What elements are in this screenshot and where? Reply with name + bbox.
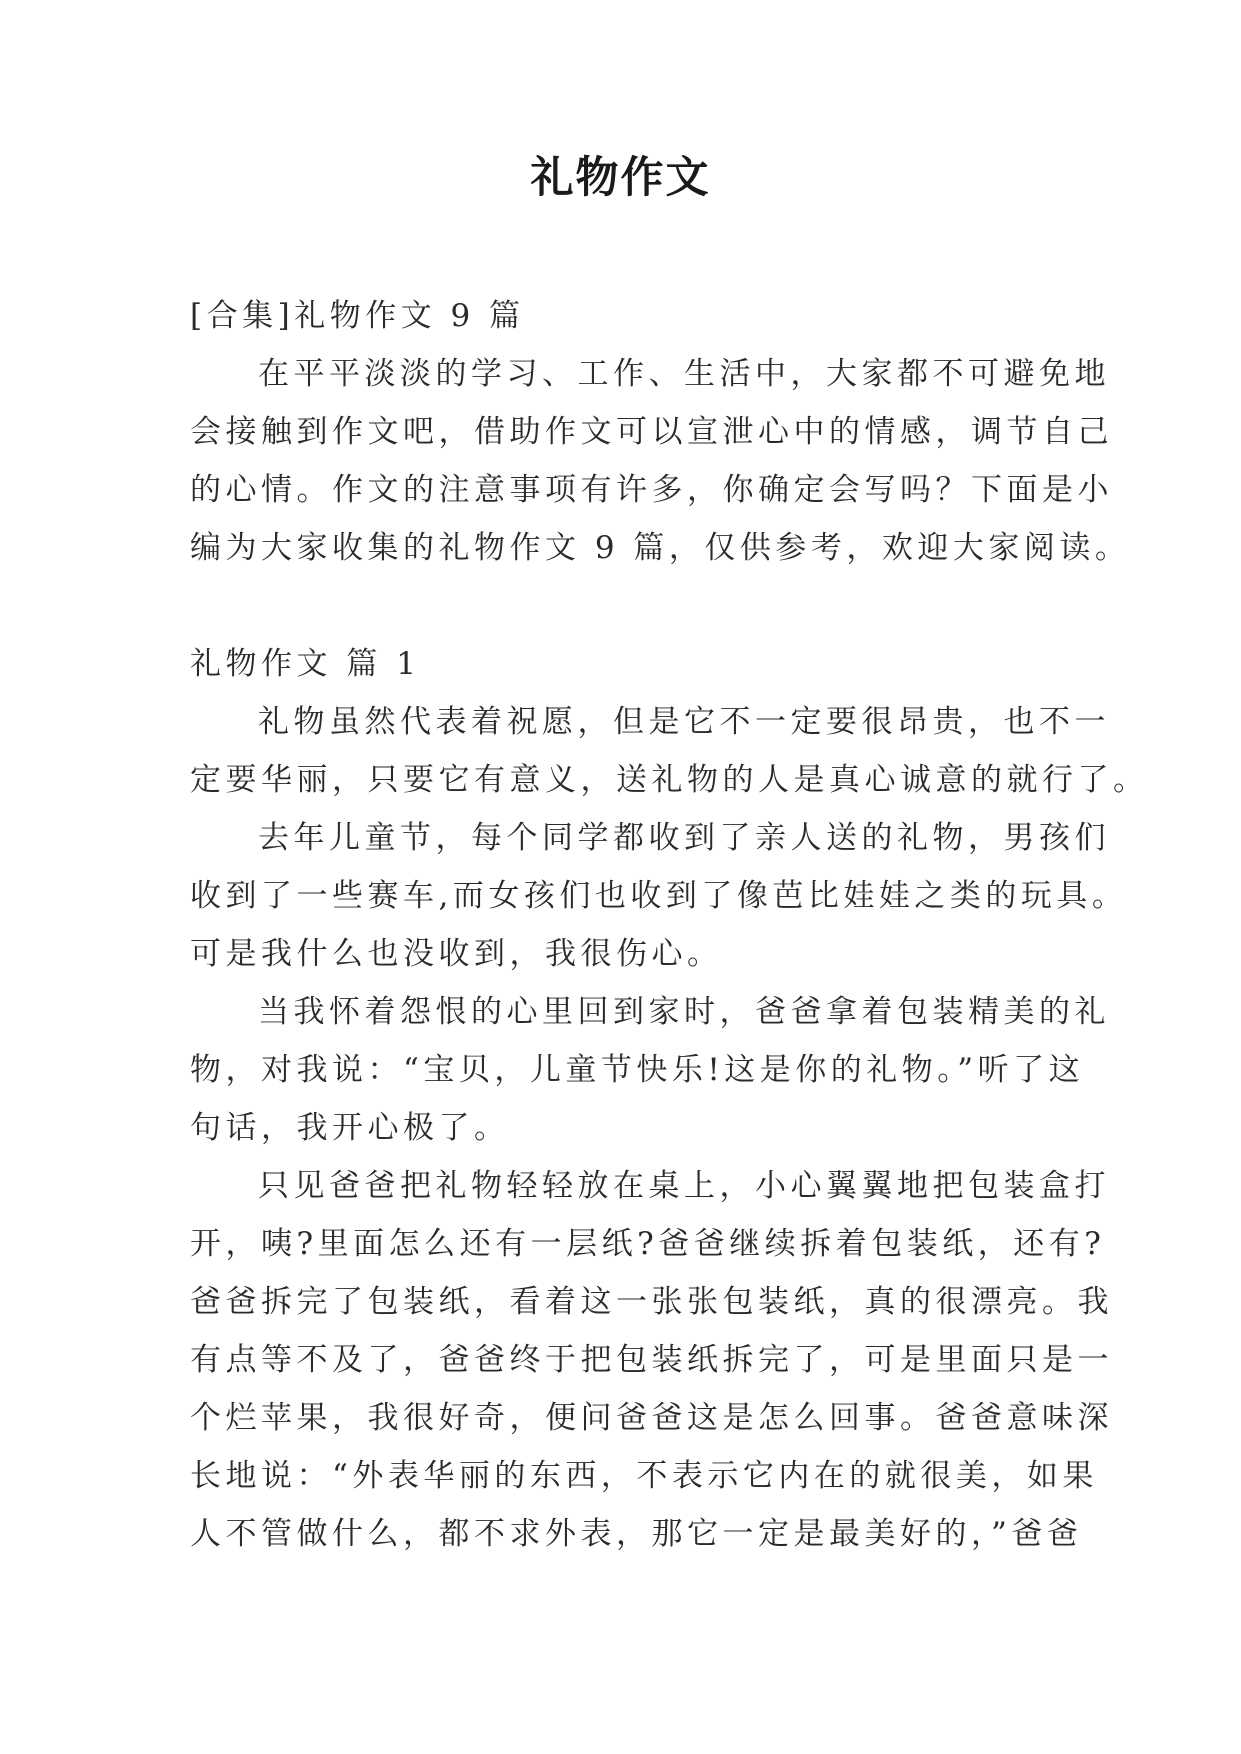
section-gap	[190, 577, 1056, 635]
essay-line: 爸爸拆完了包装纸，看着这一张张包装纸，真的很漂亮。我	[190, 1284, 1113, 1320]
essay-line: 可是我什么也没收到，我很伤心。	[190, 936, 723, 972]
essay-line: 物，对我说：“宝贝，儿童节快乐!这是你的礼物。”听了这	[190, 1052, 1085, 1088]
essay-line: 收到了一些赛车,而女孩们也收到了像芭比娃娃之类的玩具。	[190, 878, 1128, 914]
essay-line: 当我怀着怨恨的心里回到家时，爸爸拿着包装精美的礼	[258, 994, 1110, 1030]
essay-heading: 礼物作文 篇 1	[190, 646, 421, 682]
intro-line: 在平平淡淡的学习、工作、生活中，大家都不可避免地	[258, 356, 1110, 392]
intro-line: 的心情。作文的注意事项有许多，你确定会写吗？下面是小	[190, 472, 1113, 508]
essay-line: 人不管做什么，都不求外表，那它一定是最美好的，”爸爸	[190, 1516, 1083, 1552]
essay-line: 定要华丽，只要它有意义，送礼物的人是真心诚意的就行了。	[190, 762, 1149, 798]
essay-line: 开，咦?里面怎么还有一层纸?爸爸继续拆着包装纸，还有?	[190, 1226, 1106, 1262]
essay-line: 个烂苹果，我很好奇，便问爸爸这是怎么回事。爸爸意味深	[190, 1400, 1113, 1436]
essay-line: 有点等不及了，爸爸终于把包装纸拆完了，可是里面只是一	[190, 1342, 1113, 1378]
essay-line: 去年儿童节，每个同学都收到了亲人送的礼物，男孩们	[258, 820, 1110, 856]
essay-line: 长地说：“外表华丽的东西，不表示它内在的就很美，如果	[190, 1458, 1098, 1494]
essay-line: 只见爸爸把礼物轻轻放在桌上，小心翼翼地把包装盒打	[258, 1168, 1110, 1204]
essay-line: 句话，我开心极了。	[190, 1110, 510, 1146]
essay-line: 礼物虽然代表着祝愿，但是它不一定要很昂贵，也不一	[258, 704, 1110, 740]
document-body	[190, 287, 1149, 1563]
collection-subtitle: [合集]礼物作文 9 篇	[190, 298, 525, 334]
intro-line: 编为大家收集的礼物作文 9 篇，仅供参考，欢迎大家阅读。	[190, 530, 1131, 566]
intro-line: 会接触到作文吧，借助作文可以宣泄心中的情感，调节自己	[190, 414, 1113, 450]
document-title: 礼物作文	[530, 153, 711, 203]
